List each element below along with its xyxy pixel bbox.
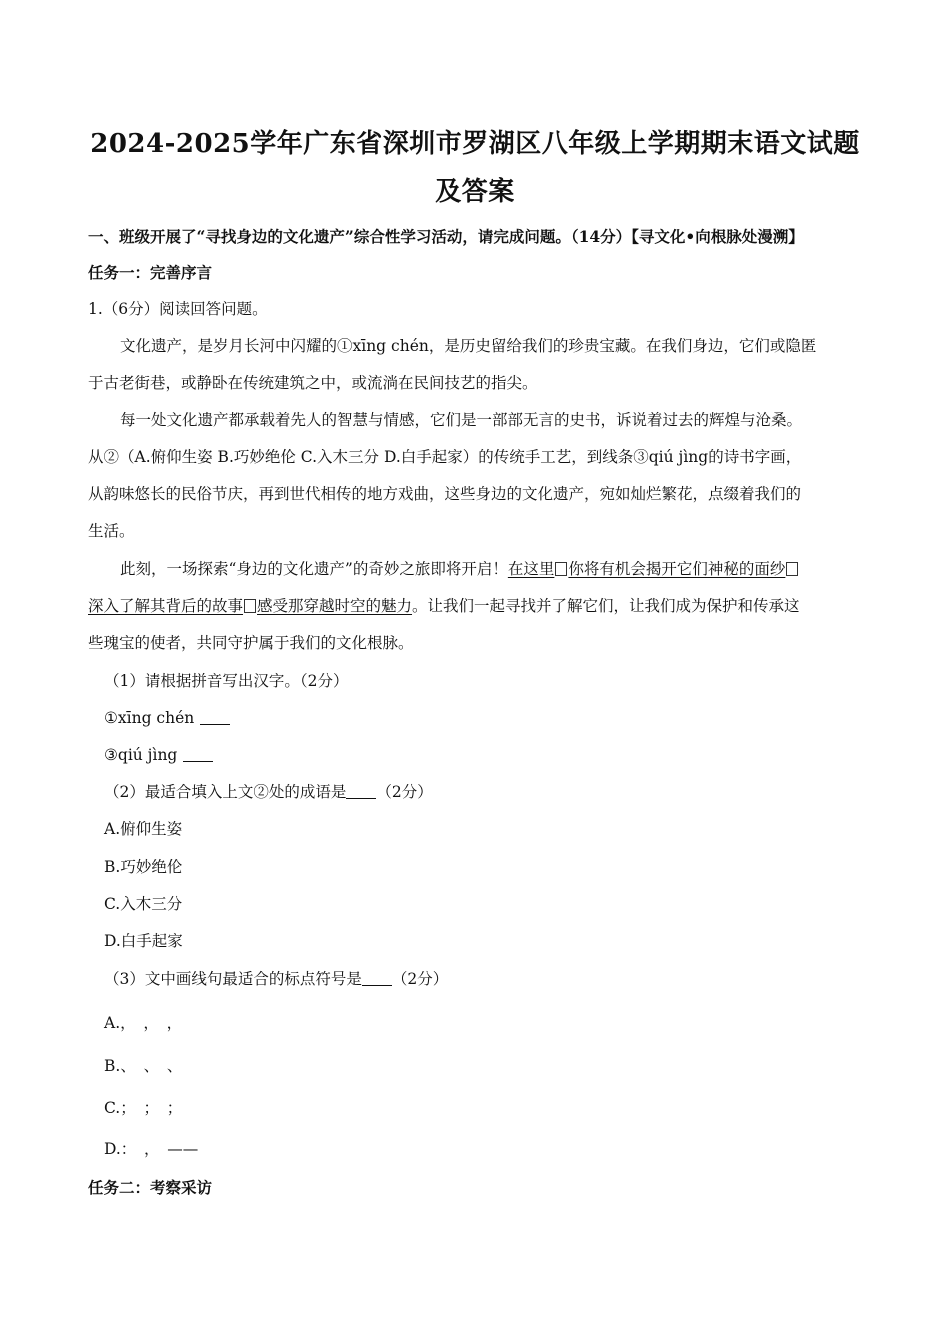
answer-line	[104, 744, 213, 766]
score-text: （2分）	[376, 783, 433, 801]
paragraph-line: 生活。	[88, 522, 135, 540]
option-c: C.； ； ；	[104, 1099, 183, 1117]
option-b: B.巧妙绝伦	[104, 858, 183, 876]
answer-blank[interactable]	[346, 784, 376, 799]
task-heading: 任务二：考察采访	[88, 1178, 213, 1197]
underlined-text: 在这里	[507, 560, 555, 578]
option-d: D.： ， ——	[104, 1140, 199, 1158]
pinyin-label: ③qiú jìng	[104, 746, 178, 764]
underlined-text: 你将有机会揭开它们神秘的面纱	[568, 560, 786, 578]
answer-blank[interactable]	[200, 710, 230, 725]
paragraph-line: 些瑰宝的使者，共同守护属于我们的文化根脉。	[88, 634, 414, 652]
question-text: （3）文中画线句最适合的标点符号是	[104, 970, 362, 988]
question-1: 1.（6分）阅读回答问题。	[88, 300, 268, 318]
task-heading: 任务一：完善序言	[88, 263, 213, 282]
paragraph-line: 每一处文化遗产都承载着先人的智慧与情感，它们是一部部无言的史书，诉说着过去的辉煌与沧桑。	[120, 411, 803, 429]
sub-question-1: （1）请根据拼音写出汉字。（2分）	[104, 672, 349, 690]
paragraph-text: 。让我们一起寻找并了解它们，让我们成为保护和传承这	[412, 597, 800, 615]
pinyin-label: ①xīng chén	[104, 709, 195, 727]
underlined-sentence	[88, 597, 412, 615]
score-text: （2分）	[391, 970, 449, 988]
blank-box	[244, 599, 256, 613]
paragraph-line: 文化遗产，是岁月长河中闪耀的①xīng chén，是历史留给我们的珍贵宝藏。在我们身边，它们或隐匿	[120, 337, 817, 355]
blank-box	[786, 562, 798, 576]
sub-question-2	[104, 781, 433, 803]
sub-question-3	[104, 968, 448, 990]
option-a: A.俯仰生姿	[104, 820, 183, 838]
blank-box	[555, 562, 567, 576]
option-a: A.， ， ，	[104, 1014, 183, 1032]
underlined-sentence	[508, 560, 800, 578]
section-heading: 一、班级开展了“寻找身边的文化遗产”综合性学习活动，请完成问题。（14分）【寻文化•向根脉处漫溯】	[88, 227, 804, 246]
answer-blank[interactable]	[183, 747, 213, 762]
paragraph-line	[88, 595, 800, 617]
answer-line	[104, 707, 230, 729]
answer-blank[interactable]	[362, 971, 392, 986]
underlined-text: 深入了解其背后的故事	[88, 597, 244, 615]
option-b: B.、 、 、	[104, 1057, 183, 1075]
question-text: （2）最适合填入上文②处的成语是	[104, 783, 347, 801]
underlined-text: 感受那穿越时空的魅力	[257, 597, 413, 615]
paragraph-line: 从②（A.俯仰生姿 B.巧妙绝伦 C.入木三分 D.白手起家）的传统手工艺，到线条③qiú jìng的诗书字画，	[88, 448, 802, 466]
document-title: 2024-2025学年广东省深圳市罗湖区八年级上学期期末语文试题及答案	[90, 129, 860, 207]
paragraph-line: 于古老街巷，或静卧在传统建筑之中，或流淌在民间技艺的指尖。	[88, 374, 538, 392]
paragraph-line	[120, 558, 799, 580]
paragraph-text: 此刻，一场探索“身边的文化遗产”的奇妙之旅即将开启！	[120, 560, 508, 578]
paragraph-line: 从韵味悠长的民俗节庆，再到世代相传的地方戏曲，这些身边的文化遗产，宛如灿烂繁花，点缀着我们的	[88, 485, 802, 503]
option-d: D.白手起家	[104, 932, 183, 950]
option-c: C.入木三分	[104, 895, 183, 913]
